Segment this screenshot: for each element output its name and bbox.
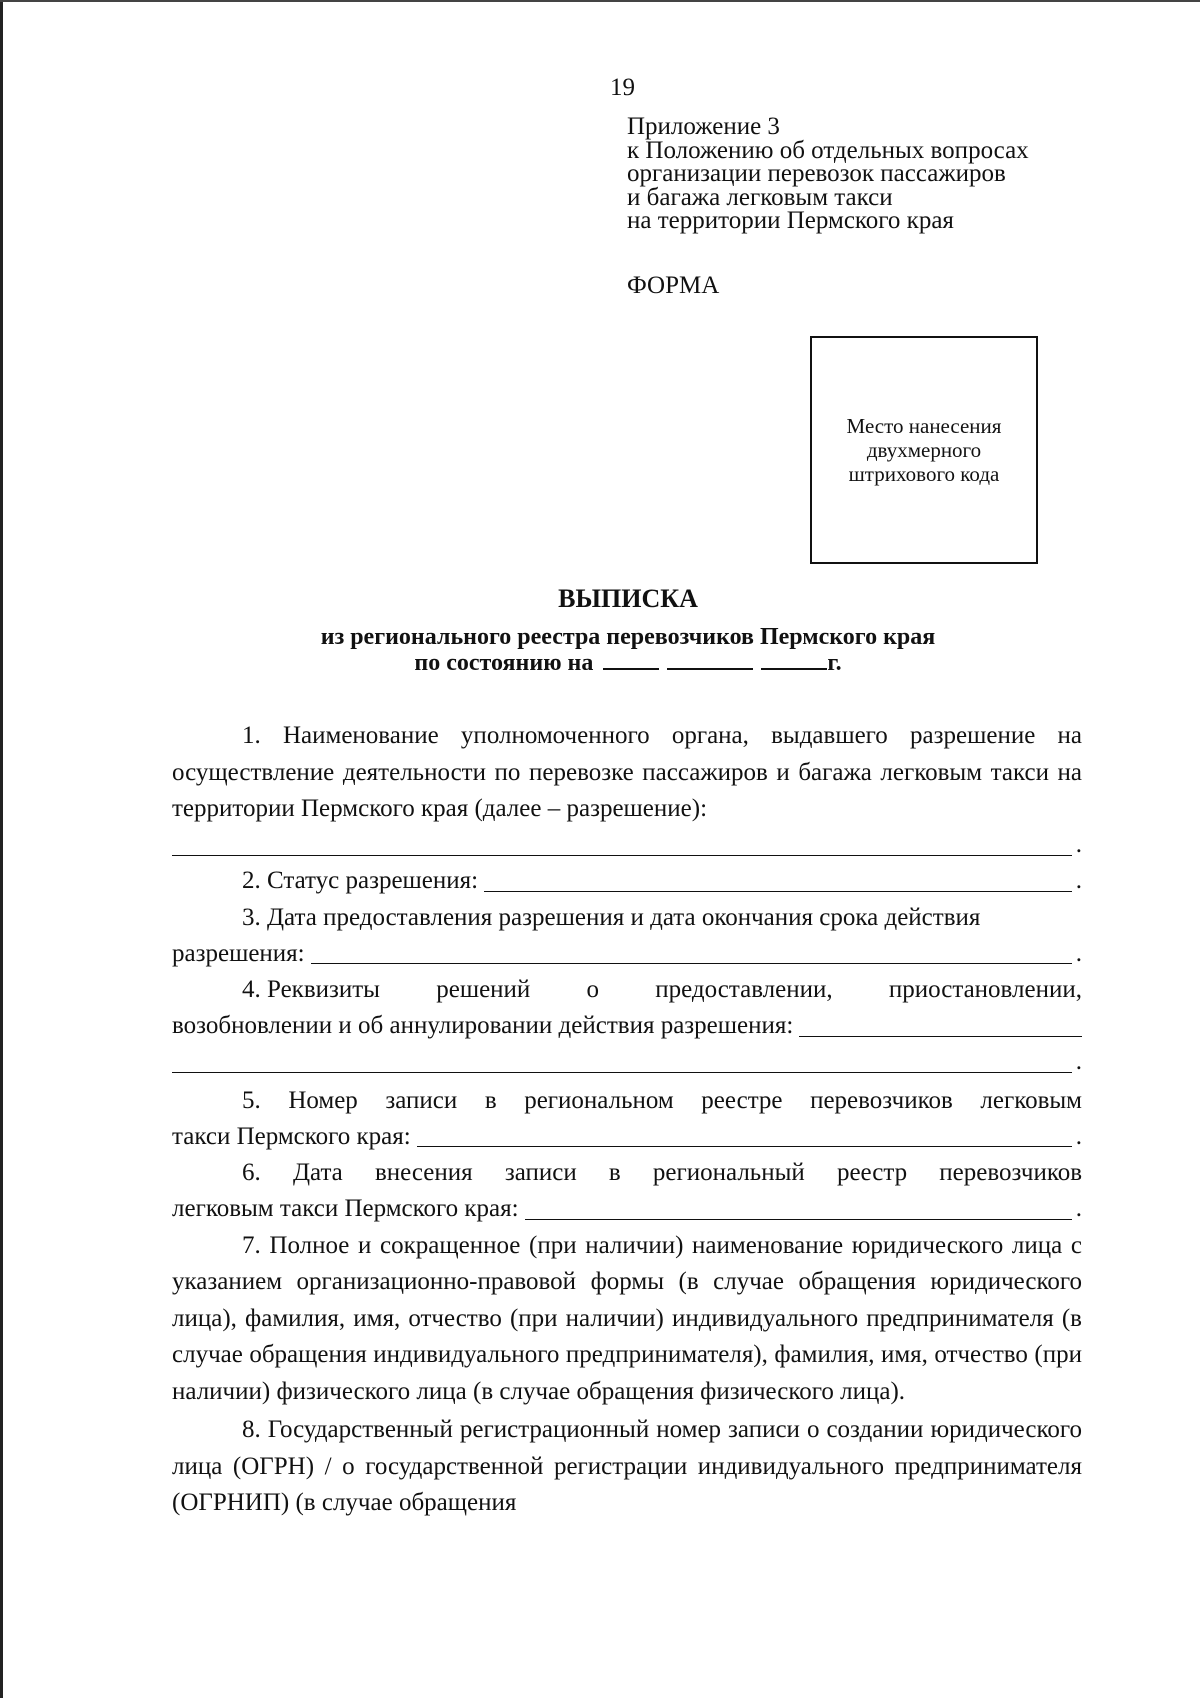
page-number: 19 [610, 74, 635, 101]
item-4-blank-row [172, 1045, 1082, 1081]
barcode-placeholder-box [810, 336, 1038, 564]
appendix-block [627, 115, 1029, 233]
item-3-row [172, 936, 1082, 972]
period: . [1075, 1195, 1082, 1222]
period: . [1075, 1048, 1082, 1075]
document-body [172, 718, 1082, 1522]
period: . [1075, 939, 1082, 967]
subtitle-suffix: г. [827, 650, 842, 676]
document-title: ВЫПИСКА [558, 584, 698, 613]
date-day-blank [603, 650, 659, 670]
item-5-row [172, 1119, 1082, 1155]
period: . [1075, 1122, 1082, 1150]
item-4-first-line [172, 972, 1082, 1009]
period: . [1075, 831, 1082, 858]
item-2-label: 2. Статус разрешения: [242, 867, 479, 894]
form-label: ФОРМА [627, 272, 720, 299]
item-1-blank-row [172, 828, 1082, 864]
document-subtitle [0, 624, 1200, 676]
date-year-blank [761, 650, 827, 670]
item-2-row [172, 864, 1082, 900]
scan-edge [0, 0, 3, 1698]
date-month-blank [667, 650, 753, 670]
subtitle-line-1: из регионального реестра перевозчиков Пермского края [320, 624, 936, 650]
appendix-line: к Положению об отдельных вопросах [627, 136, 1029, 164]
appendix-line: на территории Пермского края [627, 207, 954, 234]
appendix-line: организации перевозок пассажиров [627, 160, 1006, 187]
item-4-word: о [586, 976, 600, 1003]
item-4-row [172, 1009, 1082, 1045]
item-4-word: предоставлении, [655, 976, 833, 1003]
scan-edge-top [0, 0, 1200, 2]
item-3-blank [311, 963, 1072, 964]
item-5-text: 5. Номер записи в региональном реестре перевозчиков легковым [242, 1086, 1082, 1114]
item-5-blank [417, 1146, 1072, 1147]
item-6-text: 6. Дата внесения записи в региональный реестр перевозчиков [242, 1159, 1082, 1186]
item-1-blank [172, 855, 1072, 856]
barcode-text-line: штрихового кода [848, 462, 1000, 486]
appendix-line: и багажа легковым такси [627, 183, 893, 211]
period: . [1075, 867, 1082, 894]
item-4-blank-b [172, 1072, 1072, 1073]
barcode-text-line: Место нанесения [846, 414, 1002, 438]
item-4-word: 4. Реквизиты [242, 976, 380, 1003]
item-2-blank [484, 891, 1072, 892]
appendix-line: Приложение 3 [627, 113, 780, 140]
barcode-text-line: двухмерного [866, 438, 982, 462]
item-4-word: приостановлении, [888, 976, 1082, 1003]
item-4-label: возобновлении и об аннулировании действия разрешения: [172, 1012, 794, 1039]
item-3-text: 3. Дата предоставления разрешения и дата окончания срока действия [242, 903, 981, 931]
item-6-row [172, 1192, 1082, 1228]
item-4-blank-a [799, 1036, 1082, 1037]
item-5-label: такси Пермского края: [172, 1122, 411, 1150]
item-8-text: 8. Государственный регистрационный номер записи о создании юридического лица (ОГРН) / о государственной регистрации индивидуального предпринимателя (ОГРНИП) (в случае обращения [172, 1416, 1082, 1516]
item-4-word: решений [436, 976, 531, 1003]
item-6-blank [525, 1219, 1072, 1220]
subtitle-line-2 [0, 650, 1200, 676]
item-7-text: 7. Полное и сокращенное (при наличии) наименование юридического лица с указанием организационно-правовой формы (в случае обращения юридического лица), фамилия, имя, отчество (при наличии) индивидуального предпринимателя (в случае обращения индивидуального предпринимателя), фамилия, имя, отчество (при наличии) физического лица (в случае обращения физического лица). [172, 1231, 1082, 1405]
item-3-label: разрешения: [172, 939, 305, 967]
subtitle-prefix: по состоянию на [414, 650, 594, 676]
item-1-text: 1. Наименование уполномоченного органа, выдавшего разрешение на осуществление деятельности по перевозке пассажиров и багажа легковым такси на территории Пермского края (далее – разрешение): [172, 722, 1082, 822]
item-6-label: легковым такси Пермского края: [172, 1195, 519, 1222]
barcode-placeholder-text [847, 414, 1002, 486]
